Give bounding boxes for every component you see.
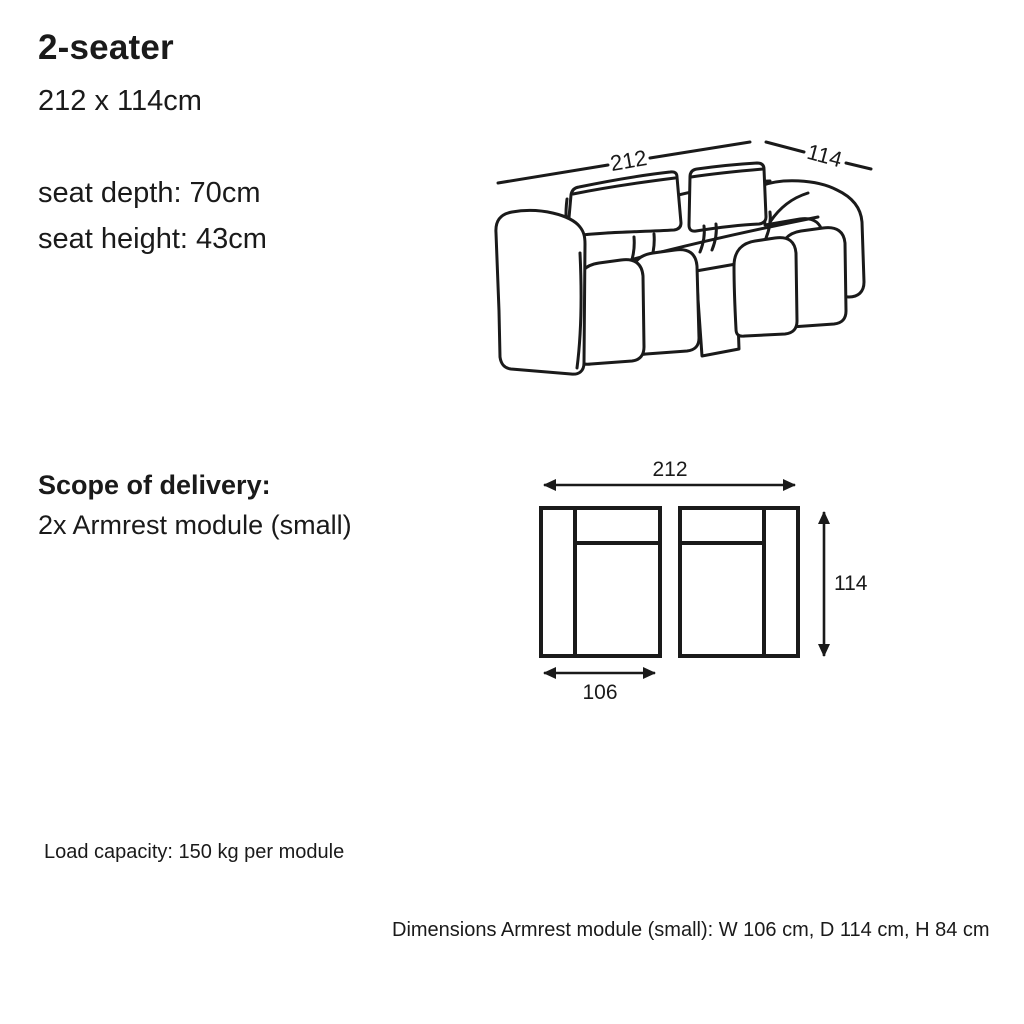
module-left-outline (541, 508, 660, 656)
sofa-depth-label: 114 (804, 138, 845, 173)
spec-seat-depth: seat depth: 70cm (38, 177, 261, 209)
sofa-left-armrest (496, 210, 585, 374)
load-capacity-note: Load capacity: 150 kg per module (44, 841, 345, 863)
scope-of-delivery-item: 2x Armrest module (small) (38, 510, 352, 540)
product-title: 2-seater (38, 28, 174, 67)
sofa-back-pillow-right (689, 163, 766, 231)
module-right-outline (680, 508, 798, 656)
sofa-width-label: 212 (608, 145, 649, 177)
top-view-schematic (520, 440, 900, 730)
scope-of-delivery-heading: Scope of delivery: (38, 470, 271, 500)
schematic-depth-label: 114 (834, 572, 868, 595)
schematic-module-width-label: 106 (582, 681, 618, 704)
module-dimensions-note: Dimensions Armrest module (small): W 106 cm, D 114 cm, H 84 cm (392, 919, 990, 941)
product-size: 212 x 114cm (38, 85, 202, 117)
schematic-total-width-label: 212 (652, 458, 688, 481)
spec-seat-height: seat height: 43cm (38, 223, 267, 255)
sofa-base (696, 264, 739, 356)
sofa-back-pillow-left (568, 172, 681, 236)
sofa-illustration (478, 125, 908, 387)
